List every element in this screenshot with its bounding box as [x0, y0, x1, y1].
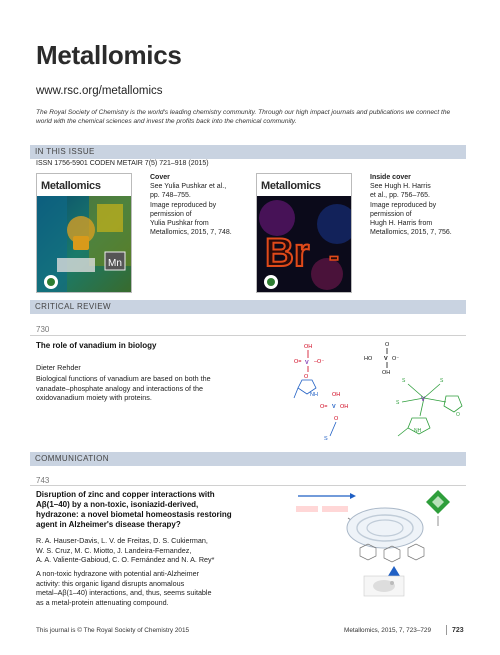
svg-text:V: V [305, 360, 309, 366]
svg-text:O: O [385, 342, 390, 348]
svg-text:OH: OH [382, 370, 391, 376]
inside-cover-label: Inside cover [370, 174, 411, 181]
article-authors: Dieter Rehder [36, 363, 81, 372]
section-band-critical-review [30, 300, 466, 314]
section-heading: CRITICAL REVIEW [35, 302, 111, 311]
inside-cover-journal-title: Metallomics [261, 180, 321, 192]
svg-text:V: V [332, 404, 336, 410]
title-line: Aβ(1–40) by a non-toxic, isoniazid-derived, [36, 500, 199, 509]
cover-journal-title: Metallomics [41, 180, 101, 192]
divider [30, 335, 466, 336]
section-heading: IN THIS ISSUE [35, 147, 95, 156]
svg-text:O: O [334, 416, 339, 422]
article-abstract [36, 569, 212, 607]
svg-text:O: O [456, 412, 460, 418]
svg-text:S: S [396, 400, 400, 406]
cover-caption-line: permission of [370, 210, 412, 218]
svg-text:S: S [440, 378, 444, 384]
inside-cover-thumbnail[interactable] [256, 173, 352, 293]
author-line: W. S. Cruz, M. C. Miotto, J. Landeira-Fernandez, [36, 545, 192, 555]
journal-title: Metallomics [36, 40, 182, 70]
svg-text:O⁻: O⁻ [392, 356, 400, 362]
abstract-line: activity: this organic ligand disrupts anomalous [36, 578, 185, 588]
abstract-line: Biological functions of vanadium are based on both the [36, 374, 211, 383]
svg-text:–O⁻: –O⁻ [314, 359, 325, 365]
svg-text:S: S [402, 378, 406, 384]
cover-caption-line: Yulia Pushkar from [150, 220, 209, 228]
cover-caption-line: pp. 748–755. [150, 192, 191, 200]
vanadium-structures-graphic [290, 340, 466, 444]
svg-text:OH: OH [304, 344, 313, 350]
article-abstract [36, 374, 211, 403]
cover-caption-line: See Yulia Pushkar et al., [150, 183, 227, 191]
svg-text:Mn: Mn [108, 258, 122, 269]
cover-caption-line: permission of [150, 210, 192, 218]
footer-copyright: This journal is © The Royal Society of Chemistry 2015 [36, 627, 190, 634]
cover-caption-line: et al., pp. 756–765. [370, 192, 430, 200]
article-authors [36, 536, 214, 565]
title-line: hydrazone: a novel biometal homeostasis restoring [36, 510, 232, 519]
svg-text:-: - [329, 240, 339, 273]
journal-url[interactable]: www.rsc.org/metallomics [36, 85, 163, 97]
abstract-line: A non-toxic hydrazone with potential anti-Alzheimer [36, 569, 200, 578]
title-line: Disruption of zinc and copper interactions with [36, 490, 215, 499]
cover-caption-line: Image reproduced by [370, 201, 437, 209]
svg-text:V: V [384, 356, 388, 362]
article-page-number: 730 [36, 325, 50, 334]
footer-separator [446, 625, 447, 635]
abstract-line: oxidovanadium moiety with proteins. [36, 393, 152, 402]
issn-line: ISSN 1756-5901 CODEN METAIR 7(5) 721–918 (2015) [36, 160, 209, 167]
cover-caption-line: Hugh H. Harris from [370, 220, 433, 228]
svg-text:O: O [304, 374, 309, 380]
article-title-link[interactable]: The role of vanadium in biology [36, 341, 157, 350]
author-line: A. A. Valiente-Gabioud, C. O. Fernández and N. A. Rey* [36, 555, 215, 564]
alzheimers-graphic [290, 488, 466, 598]
cover-caption-line: Metallomics, 2015, 7, 748. [150, 229, 232, 237]
cover-caption-line: Metallomics, 2015, 7, 756. [370, 229, 452, 237]
section-band-in-this-issue [30, 145, 466, 159]
cover-caption-line: See Hugh H. Harris [370, 183, 431, 191]
section-band-communication [30, 452, 466, 466]
article-page-number: 743 [36, 476, 50, 485]
title-line: agent in Alzheimer's disease therapy? [36, 520, 181, 529]
svg-text:OH: OH [340, 404, 349, 410]
svg-text:O=: O= [294, 359, 302, 365]
svg-text:Br: Br [265, 231, 310, 275]
svg-text:S: S [324, 436, 328, 442]
svg-text:O=: O= [320, 404, 328, 410]
footer-citation: Metallomics, 2015, 7, 723–729 [344, 627, 432, 634]
svg-text:HO: HO [364, 356, 373, 362]
divider [30, 485, 466, 486]
rsc-tagline: The Royal Society of Chemistry is the world's leading chemistry community. Through our high impact journals and publications we connect the world with the chemical sciences and invest the profits back into the chemical community. [36, 109, 451, 125]
svg-text:NH: NH [414, 428, 422, 434]
cover-thumbnail[interactable] [36, 173, 132, 293]
cover-label: Cover [150, 174, 170, 181]
section-heading: COMMUNICATION [35, 454, 109, 463]
svg-text:NH: NH [310, 392, 318, 398]
footer-page-number: 723 [452, 627, 464, 634]
abstract-line: as a metal-protein attenuating compound. [36, 597, 169, 607]
cover-caption-line: Image reproduced by [150, 201, 217, 209]
abstract-line: vanadate–phosphate analogy and interactions of the [36, 383, 204, 393]
svg-text:OH: OH [332, 392, 341, 398]
abstract-line: metal–Aβ(1–40) interactions, and, thus, seems suitable [36, 588, 212, 597]
inside-cover-caption [370, 173, 452, 237]
author-line: R. A. Hauser-Davis, L. V. de Freitas, D. S. Cukierman, [36, 536, 208, 545]
cover-caption [150, 173, 232, 237]
svg-text:V: V [421, 397, 426, 403]
article-title-link[interactable] [36, 490, 232, 530]
